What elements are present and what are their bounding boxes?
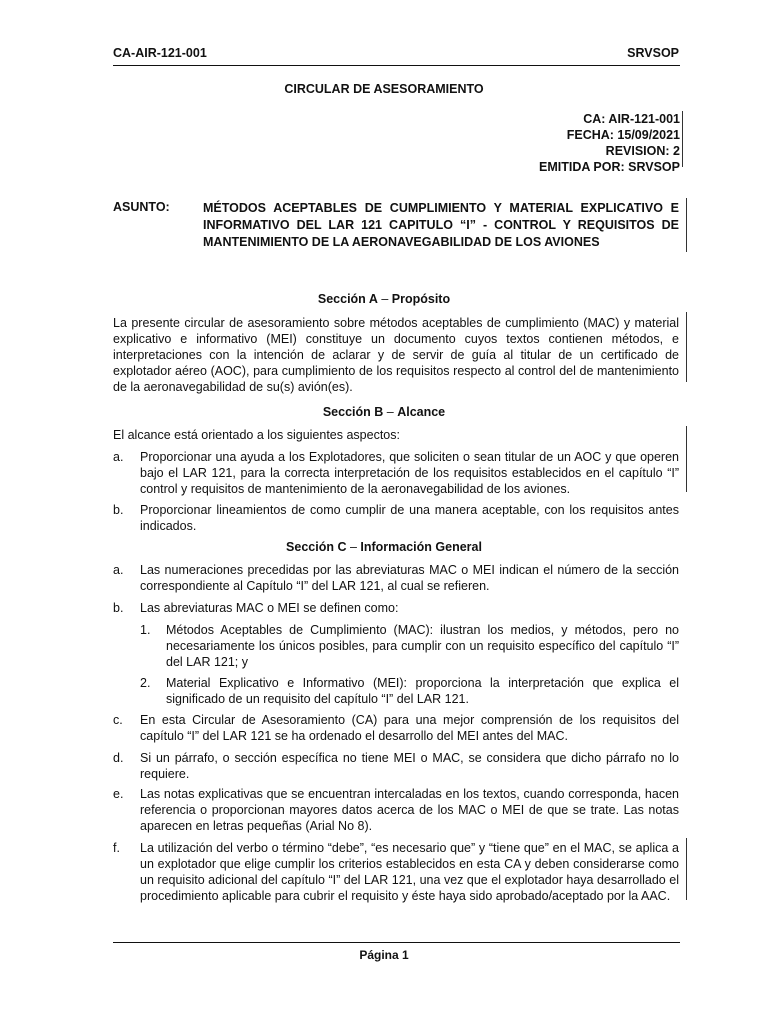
list-marker: a. — [113, 563, 124, 577]
list-marker: f. — [113, 841, 120, 855]
change-bar — [686, 838, 687, 900]
meta-ca: CA: AIR-121-001 — [583, 112, 680, 126]
document-code: CA-AIR-121-001 — [113, 46, 207, 60]
list-marker: e. — [113, 787, 124, 801]
page-number: Página 1 — [359, 948, 409, 962]
section-c-dash: – — [346, 540, 361, 554]
list-item: Las numeraciones precedidas por las abreviaturas MAC o MEI indican el número de la sección correspondiente al Capítulo “I” del LAR 121, al cual se refieren. — [140, 563, 679, 593]
list-marker: c. — [113, 713, 123, 727]
list-marker: a. — [113, 450, 124, 464]
document-meta — [539, 111, 680, 175]
section-a-name: Propósito — [391, 292, 451, 306]
list-marker: b. — [113, 601, 124, 615]
header-rule — [113, 65, 680, 66]
sublist-item: Métodos Aceptables de Cumplimiento (MAC): ilustran los medios, y métodos, pero no necesariamente los únicos posibles, para cumplir con un requisito específico del capítulo “I” del LAR 121; y — [166, 623, 679, 669]
change-bar — [682, 111, 683, 167]
organization-name: SRVSOP — [627, 46, 679, 60]
list-item: Proporcionar una ayuda a los Explotadores, que soliciten o sean titular de un AOC y que operen bajo el LAR 121, para la correcta interpretación de los requisitos establecidos en el capítulo “I” control y requisitos de mantenimiento de la aeronavegabilidad de los aviones. — [140, 450, 679, 496]
sublist-item: Material Explicativo e Informativo (MEI): proporciona la interpretación que explica el significado de un requisito del capítulo “I” del LAR 121. — [166, 676, 679, 706]
meta-fecha: FECHA: 15/09/2021 — [566, 128, 680, 142]
section-c-prefix: Sección C — [286, 540, 347, 554]
list-item: Proporcionar lineamientos de como cumplir de una manera aceptable, con los requisitos antes indicados. — [140, 503, 679, 533]
change-bar — [686, 312, 687, 382]
section-a-dash: – — [377, 292, 392, 306]
section-b-dash: – — [383, 405, 398, 419]
document-title: CIRCULAR DE ASESORAMIENTO — [284, 82, 484, 96]
section-a-title — [0, 292, 768, 306]
list-item: La utilización del verbo o término “debe”, “es necesario que” y “tiene que” en el MAC, se aplica a un explotador que elige cumplir los criterios establecidos en esta CA y deben considerarse como un requisito adicional del capítulo “I” del LAR 121, una vez que el explotador haya desarrollado el procedimiento aplicable para cubrir el requisito y éste haya sido aprobado/aceptado por la AAC. — [140, 841, 679, 903]
list-item: Las notas explicativas que se encuentran intercaladas en los textos, cuando corresponda, hacen referencia o proporcionan mayores datos acerca de los MAC o MEI de que se trate. Las notas aparecen en letras pequeñas (Arial No 8). — [140, 787, 679, 833]
list-marker: d. — [113, 751, 124, 765]
meta-emitida: EMITIDA POR: SRVSOP — [539, 160, 680, 174]
footer-rule — [113, 942, 680, 943]
change-bar — [686, 426, 687, 492]
section-b-name: Alcance — [397, 405, 446, 419]
section-a-body: La presente circular de asesoramiento sobre métodos aceptables de cumplimiento (MAC) y material explicativo e informativo (MEI) constituye un documento cuyos textos contienen métodos, e interpretaciones con la intención de aclarar y de servir de guía al titular de un certificado de explotador aéreo (AOC), para cumplimiento de los requisitos respecto al control del de mantenimiento de la aeronavegabilidad de su(s) avión(es). — [113, 316, 679, 394]
sublist-marker: 2. — [140, 676, 151, 690]
section-a-prefix: Sección A — [317, 292, 378, 306]
change-bar — [686, 198, 687, 252]
list-item: Las abreviaturas MAC o MEI se definen como: — [140, 601, 399, 615]
subject-label: ASUNTO: — [113, 200, 170, 214]
section-b-prefix: Sección B — [322, 405, 384, 419]
list-marker: b. — [113, 503, 124, 517]
list-item: En esta Circular de Asesoramiento (CA) para una mejor comprensión de los requisitos del capítulo “I” del LAR 121 se ha ordenado el desarrollo del MEI antes del MAC. — [140, 713, 679, 743]
subject-text: MÉTODOS ACEPTABLES DE CUMPLIMIENTO Y MATERIAL EXPLICATIVO E INFORMATIVO DEL LAR 121 CAPITULO “I” - CONTROL Y REQUISITOS DE MANTENIMIENTO DE LA AERONAVEGABILIDAD DE LOS AVIONES — [203, 201, 679, 249]
section-c-title — [0, 540, 768, 554]
section-b-intro: El alcance está orientado a los siguientes aspectos: — [113, 428, 400, 442]
section-b-title — [0, 405, 768, 419]
sublist-marker: 1. — [140, 623, 151, 637]
meta-revision: REVISION: 2 — [605, 144, 680, 158]
section-c-name: Información General — [360, 540, 482, 554]
list-item: Si un párrafo, o sección específica no tiene MEI o MAC, se considera que dicho párrafo no lo requiere. — [140, 751, 679, 781]
